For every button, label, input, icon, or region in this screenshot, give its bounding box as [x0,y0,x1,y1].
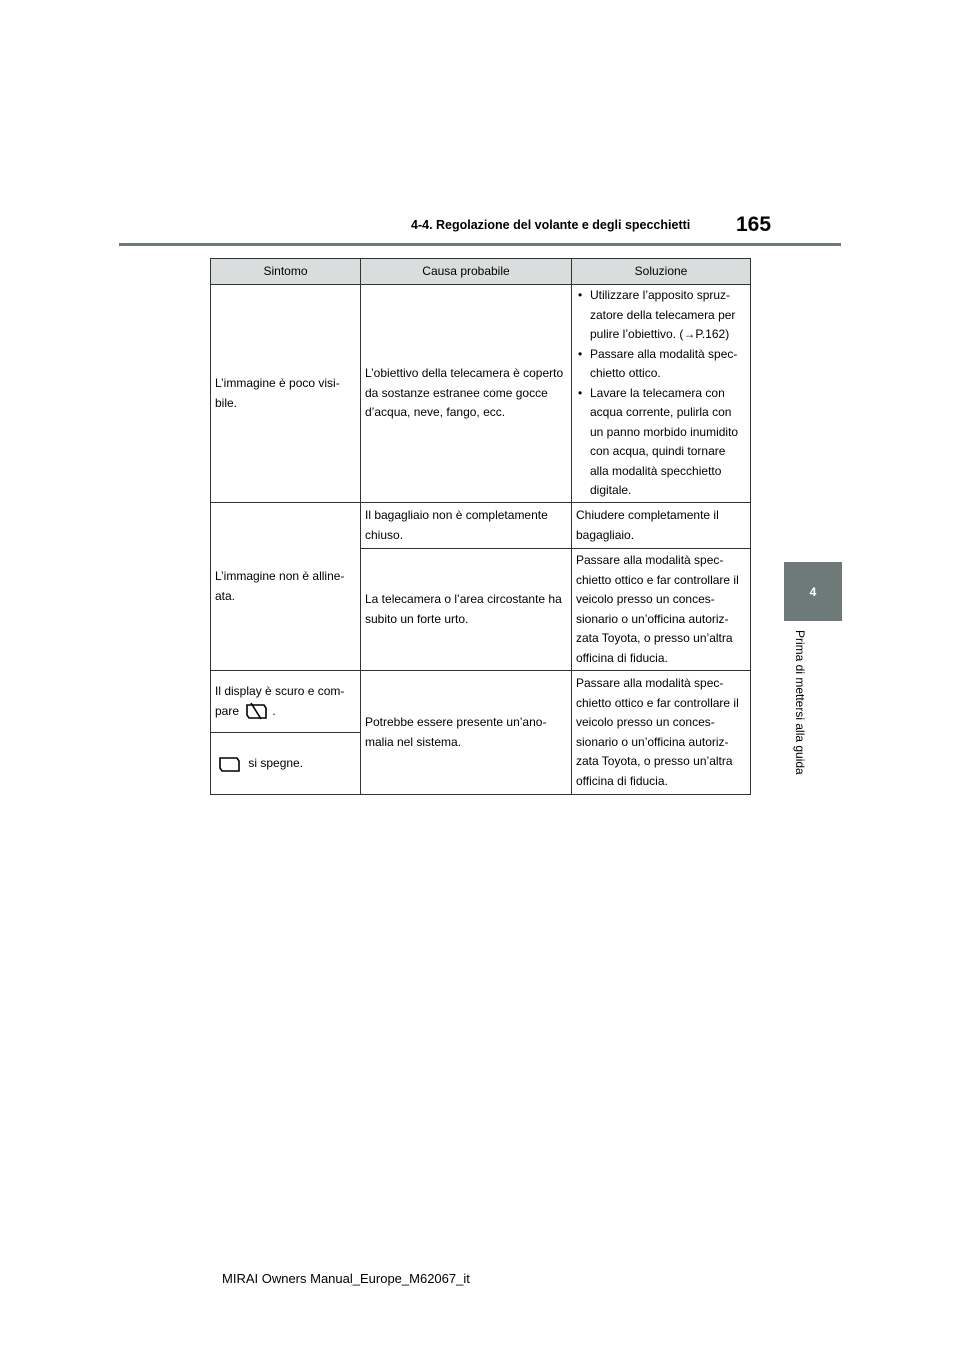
symptom-cell [211,733,361,795]
solution-cell: Passare alla modalità spec-chietto ottico e far controllare il veicolo presso un conces-sionario o un’officina autoriz-zata Toyota, o presso un’altra officina di fiducia. [572,671,751,795]
list-item: • Passare alla modalità spec-chietto ottico. [576,345,746,384]
cause-cell: La telecamera o l’area circostante ha subito un forte urto. [361,549,572,671]
solution-cell [572,285,751,503]
cause-cell: Potrebbe essere presente un’ano-malia nel sistema. [361,671,572,795]
chapter-title: Prima di mettersi alla guida [793,630,807,775]
symptom-text: Il display è scuro e com-pare [215,684,345,718]
symptom-cell: L’immagine è poco visi-bile. [211,285,361,503]
table-row [211,285,751,503]
chapter-tab [784,562,842,621]
symptom-text: si spegne. [248,755,304,770]
solution-list [576,286,746,501]
list-item: • Utilizzare l’apposito spruz-zatore della telecamera per pulire l’obiettivo. (→P.162) [576,286,746,345]
table-row [211,671,751,733]
solution-cell: Passare alla modalità spec-chietto ottico e far controllare il veicolo presso un conces-sionario o un’officina autoriz-zata Toyota, o presso un’altra officina di fiducia. [572,549,751,671]
page-number: 165 [736,213,772,236]
cause-cell: L’obiettivo della telecamera è coperto da sostanze estranee come gocce d’acqua, neve, fango, ecc. [361,285,572,503]
cause-cell: Il bagagliaio non è completamente chiuso. [361,503,572,549]
symptom-cell [211,671,361,733]
section-title: 4-4. Regolazione del volante e degli specchietti [411,218,691,232]
troubleshooting-table [210,258,751,795]
column-header-solution: Soluzione [572,259,751,285]
mirror-indicator-icon [217,755,243,773]
list-item: • Lavare la telecamera con acqua corrente, pulirla con un panno morbido inumidito con acqua, quindi tornare alla modalità specchietto digitale. [576,384,746,501]
table-header-row [211,259,751,285]
footer-text: MIRAI Owners Manual_Europe_M62067_it [222,1271,470,1286]
symptom-cell: L’immagine non è alline-ata. [211,503,361,671]
mirror-warning-icon [244,702,270,720]
column-header-cause: Causa probabile [361,259,572,285]
header-divider [119,243,841,246]
table-row [211,503,751,549]
solution-cell: Chiudere completamente il bagagliaio. [572,503,751,549]
column-header-symptom: Sintomo [211,259,361,285]
chapter-number: 4 [809,584,817,599]
symptom-text-suffix: . [272,703,276,718]
